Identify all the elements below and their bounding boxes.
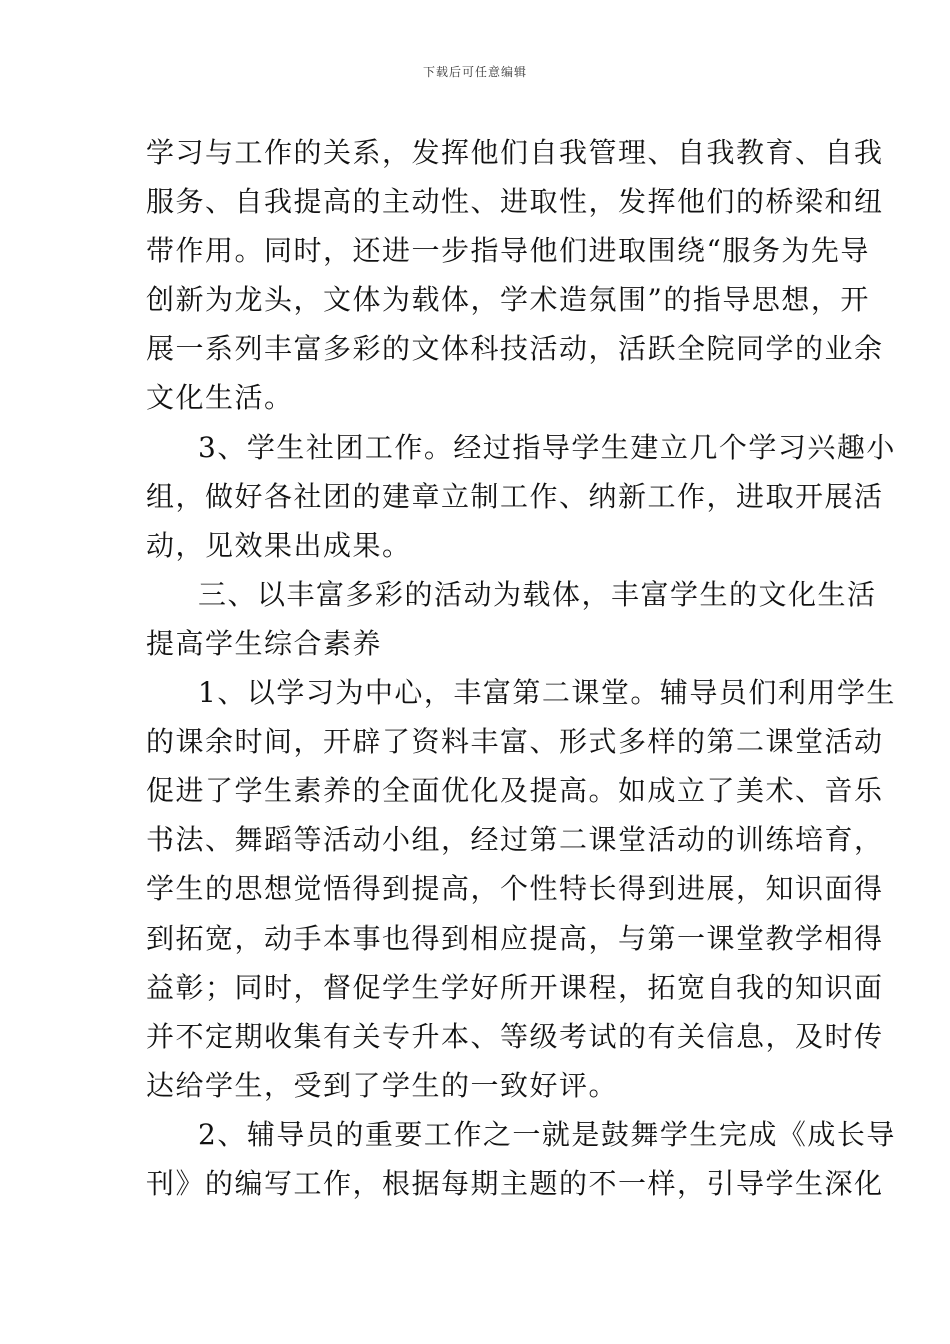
text-line: 动，见效果出成果。 <box>146 528 412 562</box>
text-line: 并不定期收集有关专升本、等级考试的有关信息，及时传 <box>146 1019 884 1053</box>
text-line: 组，做好各社团的建章立制工作、纳新工作，进取开展活 <box>146 479 884 513</box>
text-line: 书法、舞蹈等活动小组，经过第二课堂活动的训练培育， <box>146 823 884 857</box>
paragraph-first-line: 3、学生社团工作。经过指导学生建立几个学习兴趣小 <box>198 430 896 464</box>
text-line: 展一系列丰富多彩的文体科技活动，活跃全院同学的业余 <box>146 332 884 366</box>
text-line: 益彰；同时，督促学生学好所开课程，拓宽自我的知识面 <box>146 970 884 1004</box>
document-body <box>146 128 896 1208</box>
text-line: 创新为龙头，文体为载体，学术造氛围”的指导思想，开 <box>146 283 870 317</box>
section-heading-line: 提高学生综合素养 <box>146 626 383 660</box>
text-line: 文化生活。 <box>146 381 294 415</box>
page-header: 下载后可任意编辑 <box>422 65 527 79</box>
text-line: 带作用。同时，还进一步指导他们进取围绕“服务为先导 <box>146 234 870 268</box>
text-line: 刊》的编写工作，根据每期主题的不一样，引导学生深化 <box>146 1166 884 1200</box>
paragraph-first-line: 1、以学习为中心，丰富第二课堂。辅导员们利用学生 <box>198 676 896 710</box>
text-line: 到拓宽，动手本事也得到相应提高，与第一课堂教学相得 <box>146 921 884 955</box>
text-line: 达给学生，受到了学生的一致好评。 <box>146 1068 619 1102</box>
text-line: 促进了学生素养的全面优化及提高。如成立了美术、音乐 <box>146 774 884 808</box>
paragraph-first-line: 2、辅导员的重要工作之一就是鼓舞学生完成《成长导 <box>198 1117 896 1151</box>
text-line: 的课余时间，开辟了资料丰富、形式多样的第二课堂活动 <box>146 725 884 759</box>
section-heading-line: 三、以丰富多彩的活动为载体，丰富学生的文化生活 <box>198 577 877 611</box>
text-line: 服务、自我提高的主动性、进取性，发挥他们的桥梁和纽 <box>146 185 884 219</box>
text-line: 学生的思想觉悟得到提高，个性特长得到进展，知识面得 <box>146 872 884 906</box>
text-line: 学习与工作的关系，发挥他们自我管理、自我教育、自我 <box>146 136 884 169</box>
